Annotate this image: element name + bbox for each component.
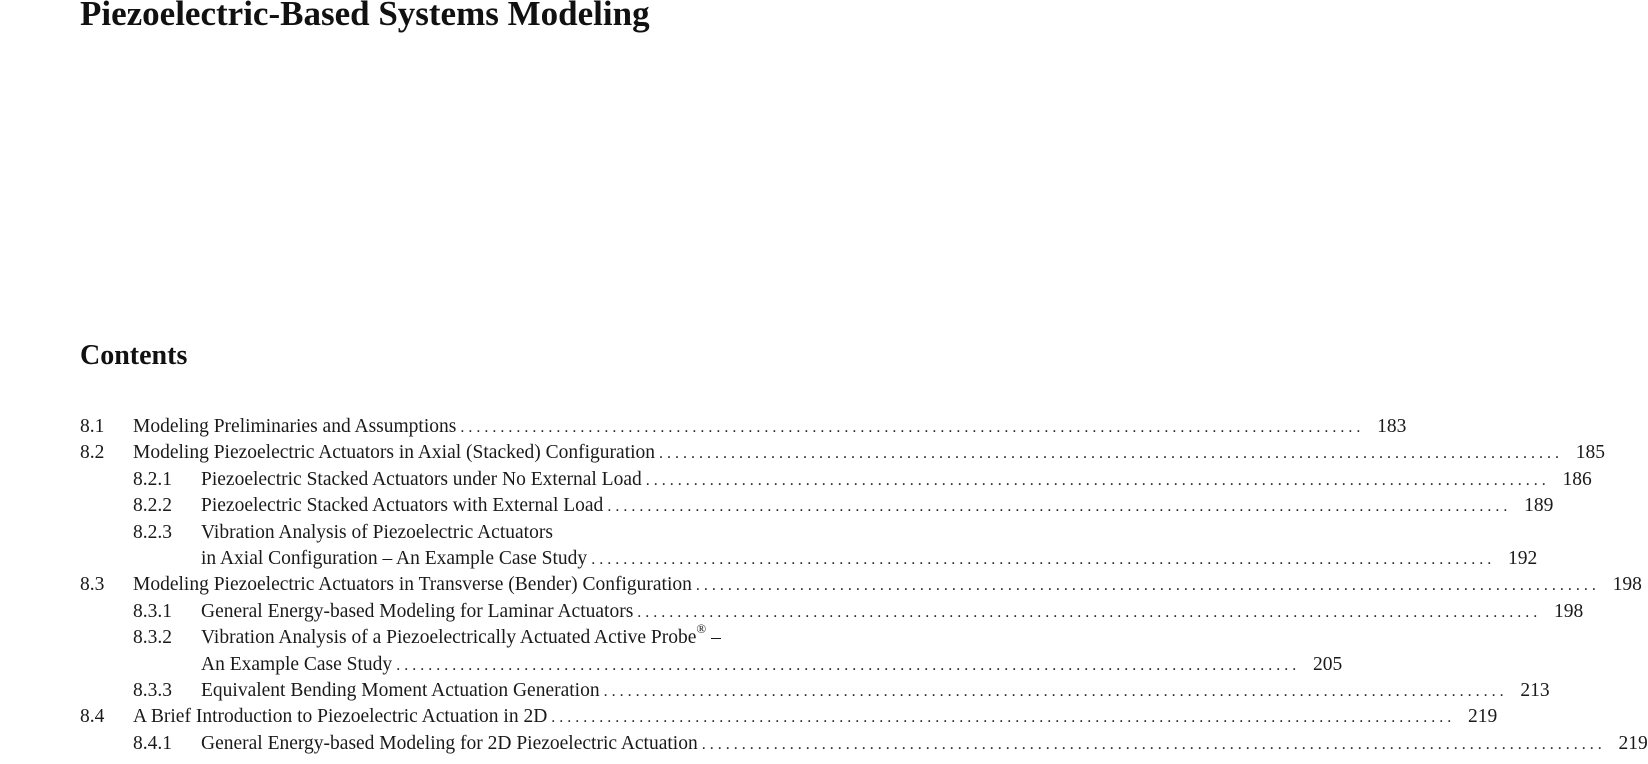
toc-entry-page: 198 <box>1554 600 1584 622</box>
toc-entry-page: 205 <box>1312 653 1343 675</box>
toc-entry-title: Modeling Piezoelectric Actuators in Transverse (Bender) Configuration <box>133 574 692 596</box>
toc-entry-page: 186 <box>1562 468 1592 490</box>
toc-entry-number: 8.2 <box>80 442 105 464</box>
toc-entry-number: 8.2.2 <box>133 495 172 517</box>
toc-entry-8-4[interactable] <box>80 704 1498 730</box>
dot-leader <box>607 494 1507 520</box>
chapter-title: Piezoelectric-Based Systems Modeling <box>80 0 650 33</box>
toc-entry-title: Piezoelectric Stacked Actuators under No External Load <box>201 468 642 490</box>
toc-entry-number: 8.1 <box>80 416 105 437</box>
dot-leader <box>460 415 1360 441</box>
toc-entry-page: 219 <box>1468 706 1498 728</box>
toc-entry-page: 213 <box>1520 679 1550 701</box>
toc-entry-8-1[interactable] <box>80 414 1407 440</box>
toc-entry-title-continued: An Example Case Study <box>201 653 393 675</box>
dot-leader <box>637 600 1537 626</box>
contents-heading: Contents <box>80 340 188 371</box>
toc-entry-8-2[interactable] <box>80 440 1606 466</box>
dot-leader <box>396 653 1296 679</box>
toc-entry-8-2-2[interactable] <box>80 493 1554 519</box>
dot-leader <box>702 732 1602 758</box>
toc-entry-title: General Energy-based Modeling for Laminar Actuators <box>201 600 634 622</box>
toc-entry-8-2-3-continued[interactable] <box>80 546 1538 572</box>
toc-entry-title: Vibration Analysis of Piezoelectric Actuators <box>201 521 553 543</box>
table-of-contents <box>80 414 1648 757</box>
toc-entry-8-3-1[interactable] <box>80 599 1584 625</box>
toc-entry-8-2-1[interactable] <box>80 467 1592 493</box>
dot-leader <box>659 441 1559 467</box>
toc-entry-title: Modeling Preliminaries and Assumptions <box>133 416 457 437</box>
toc-entry-number: 8.3.2 <box>133 627 172 649</box>
dot-leader <box>696 573 1596 599</box>
toc-entry-8-3-3[interactable] <box>80 678 1550 704</box>
toc-entry-number: 8.4.1 <box>133 732 172 754</box>
toc-entry-number: 8.3 <box>80 574 105 596</box>
toc-entry-page: 192 <box>1507 547 1538 569</box>
toc-entry-number: 8.2.3 <box>133 521 172 543</box>
toc-entry-8-3[interactable] <box>80 572 1642 598</box>
toc-entry-number: 8.3.3 <box>133 679 172 701</box>
toc-entry-8-3-2[interactable] <box>80 620 964 651</box>
toc-entry-8-4-1[interactable] <box>80 731 1648 757</box>
toc-entry-title-continued: in Axial Configuration – An Example Case Study <box>201 547 588 569</box>
toc-entry-8-2-3[interactable] <box>80 520 964 546</box>
toc-entry-title: A Brief Introduction to Piezoelectric Actuation in 2D <box>133 706 548 728</box>
toc-entry-title: Vibration Analysis of a Piezoelectrically Actuated Active Probe <box>201 627 697 649</box>
dot-leader <box>591 547 1491 573</box>
dot-leader <box>604 679 1504 705</box>
toc-entry-page: 189 <box>1524 495 1554 517</box>
toc-entry-number: 8.3.1 <box>133 600 172 622</box>
toc-entry-title: Modeling Piezoelectric Actuators in Axial (Stacked) Configuration <box>133 442 656 464</box>
registered-mark: ® <box>696 620 707 636</box>
toc-entry-title-dash: – <box>706 627 721 649</box>
toc-entry-title-group <box>201 620 721 651</box>
toc-entry-title: Piezoelectric Stacked Actuators with External Load <box>201 495 604 517</box>
dot-leader <box>551 705 1451 731</box>
toc-entry-8-3-2-continued[interactable] <box>80 652 1343 678</box>
toc-entry-page: 183 <box>1377 416 1407 437</box>
toc-entry-page: 185 <box>1575 442 1606 464</box>
toc-entry-page: 198 <box>1612 574 1642 596</box>
toc-entry-title: Equivalent Bending Moment Actuation Generation <box>201 679 600 701</box>
toc-entry-page: 219 <box>1618 732 1648 754</box>
toc-entry-number: 8.4 <box>80 706 105 728</box>
toc-entry-title: General Energy-based Modeling for 2D Piezoelectric Actuation <box>201 732 698 754</box>
toc-entry-number: 8.2.1 <box>133 468 172 490</box>
dot-leader <box>646 468 1546 494</box>
